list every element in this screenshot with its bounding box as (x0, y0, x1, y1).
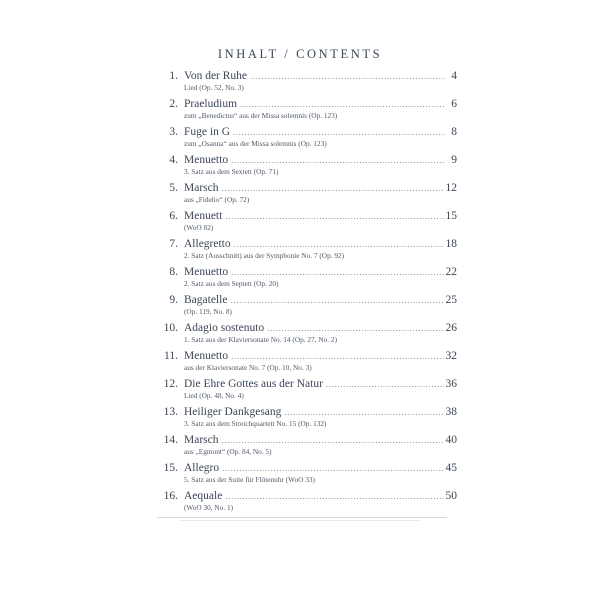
entry-subtitle: aus „Fidelio“ (Op. 72) (184, 195, 250, 204)
entry-subtitle: (WoO 82) (184, 223, 214, 232)
toc-entry[interactable] (160, 97, 457, 125)
dot-leader (222, 181, 444, 195)
dot-leader (225, 209, 443, 223)
entry-number: 7. (169, 238, 178, 250)
dot-leader (326, 377, 444, 391)
entry-number: 8. (169, 266, 178, 278)
toc-entry[interactable] (160, 209, 457, 237)
dot-leader (284, 405, 443, 419)
entry-title: Menuetto (184, 266, 229, 278)
entry-title: Marsch (184, 182, 219, 194)
toc-entry[interactable] (160, 153, 457, 181)
entry-page-number: 8 (451, 126, 457, 138)
toc-entry[interactable] (160, 433, 457, 461)
entry-title: Aequale (184, 490, 223, 502)
entry-subtitle: Lied (Op. 52, No. 3) (184, 83, 244, 92)
entry-subtitle: aus der Klaviersonate No. 7 (Op. 10, No. 3) (184, 363, 312, 372)
toc-entry[interactable] (160, 321, 457, 349)
entry-number: 16. (163, 490, 178, 502)
entry-number: 6. (169, 210, 178, 222)
entry-subtitle: 2. Satz aus dem Septett (Op. 20) (184, 279, 279, 288)
entry-title: Marsch (184, 434, 219, 446)
dot-leader (234, 237, 444, 251)
entry-title: Bagatelle (184, 294, 228, 306)
entry-number: 1. (169, 70, 178, 82)
entry-title: Praeludium (184, 98, 238, 110)
entry-number: 13. (163, 406, 178, 418)
entry-page-number: 40 (445, 434, 457, 446)
dot-leader (225, 489, 443, 503)
entry-page-number: 36 (445, 378, 457, 390)
dot-leader (250, 69, 445, 83)
entry-page-number: 12 (445, 182, 457, 194)
dot-leader (231, 265, 443, 279)
toc-entry[interactable] (160, 377, 457, 405)
toc-entry[interactable] (160, 489, 457, 517)
entry-number: 10. (163, 322, 178, 334)
entry-page-number: 15 (445, 210, 457, 222)
entry-page-number: 9 (451, 154, 457, 166)
entry-number: 14. (163, 434, 178, 446)
toc-entry[interactable] (160, 293, 457, 321)
entry-number: 11. (164, 350, 178, 362)
entry-title: Adagio sostenuto (184, 322, 265, 334)
entry-title: Menuetto (184, 154, 229, 166)
entry-subtitle: 1. Satz aus der Klaviersonate No. 14 (Op. 27, No. 2) (184, 335, 337, 344)
entry-page-number: 25 (445, 294, 457, 306)
dot-leader (222, 433, 444, 447)
entry-page-number: 38 (445, 406, 457, 418)
entry-subtitle: (WoO 30, No. 1) (184, 503, 234, 512)
dot-leader (230, 293, 443, 307)
toc-entry[interactable] (160, 69, 457, 97)
entry-subtitle: 2. Satz (Ausschnitt) aus der Symphonie No. 7 (Op. 92) (184, 251, 345, 260)
entry-title: Menuetto (184, 350, 229, 362)
entry-subtitle: aus „Egmont“ (Op. 84, No. 5) (184, 447, 272, 456)
entry-number: 5. (169, 182, 178, 194)
entry-page-number: 26 (445, 322, 457, 334)
entry-subtitle: zum „Benedictus“ aus der Missa solemnis (Op. 123) (184, 111, 338, 120)
dot-leader (231, 349, 443, 363)
toc-entry[interactable] (160, 265, 457, 293)
entry-title: Von der Ruhe (184, 70, 248, 82)
entry-subtitle: 5. Satz aus der Suite für Flötenuhr (WoO 33) (184, 475, 315, 484)
toc-entry[interactable] (160, 237, 457, 265)
entry-subtitle: 3. Satz aus dem Sextett (Op. 71) (184, 167, 279, 176)
entry-page-number: 22 (445, 266, 457, 278)
entry-subtitle: Lied (Op. 48, No. 4) (184, 391, 244, 400)
entry-number: 9. (169, 294, 178, 306)
entry-subtitle: (Op. 119, No. 8) (184, 307, 232, 316)
entry-title: Allegretto (184, 238, 231, 250)
entry-page-number: 32 (445, 350, 457, 362)
dot-leader (267, 321, 443, 335)
entry-page-number: 45 (445, 462, 457, 474)
entry-title: Allegro (184, 462, 220, 474)
entry-title: Menuett (184, 210, 223, 222)
toc-entry[interactable] (160, 349, 457, 377)
table-of-contents (160, 69, 457, 517)
page-heading: INHALT / CONTENTS (217, 47, 383, 61)
entry-page-number: 50 (445, 490, 457, 502)
toc-entry[interactable] (160, 125, 457, 153)
toc-entry[interactable] (160, 405, 457, 433)
entry-title: Fuge in G (184, 126, 230, 138)
dot-leader (233, 125, 445, 139)
entry-title: Die Ehre Gottes aus der Natur (184, 378, 323, 390)
dot-leader (222, 461, 443, 475)
entry-title: Heiliger Dankgesang (184, 406, 282, 418)
toc-entry[interactable] (160, 181, 457, 209)
dot-leader (240, 97, 445, 111)
entry-number: 4. (169, 154, 178, 166)
entry-number: 3. (169, 126, 178, 138)
entry-page-number: 18 (445, 238, 457, 250)
toc-entry[interactable] (160, 461, 457, 489)
entry-number: 2. (169, 98, 178, 110)
entry-number: 12. (163, 378, 178, 390)
entry-subtitle: zum „Osanna“ aus der Missa solemnis (Op. 123) (184, 139, 327, 148)
entry-page-number: 4 (451, 70, 457, 82)
footer-divider (157, 517, 447, 518)
entry-page-number: 6 (451, 98, 457, 110)
entry-number: 15. (163, 462, 178, 474)
footer-divider-secondary (180, 520, 420, 521)
entry-subtitle: 3. Satz aus dem Streichquartett No. 15 (Op. 132) (184, 419, 327, 428)
dot-leader (231, 153, 445, 167)
